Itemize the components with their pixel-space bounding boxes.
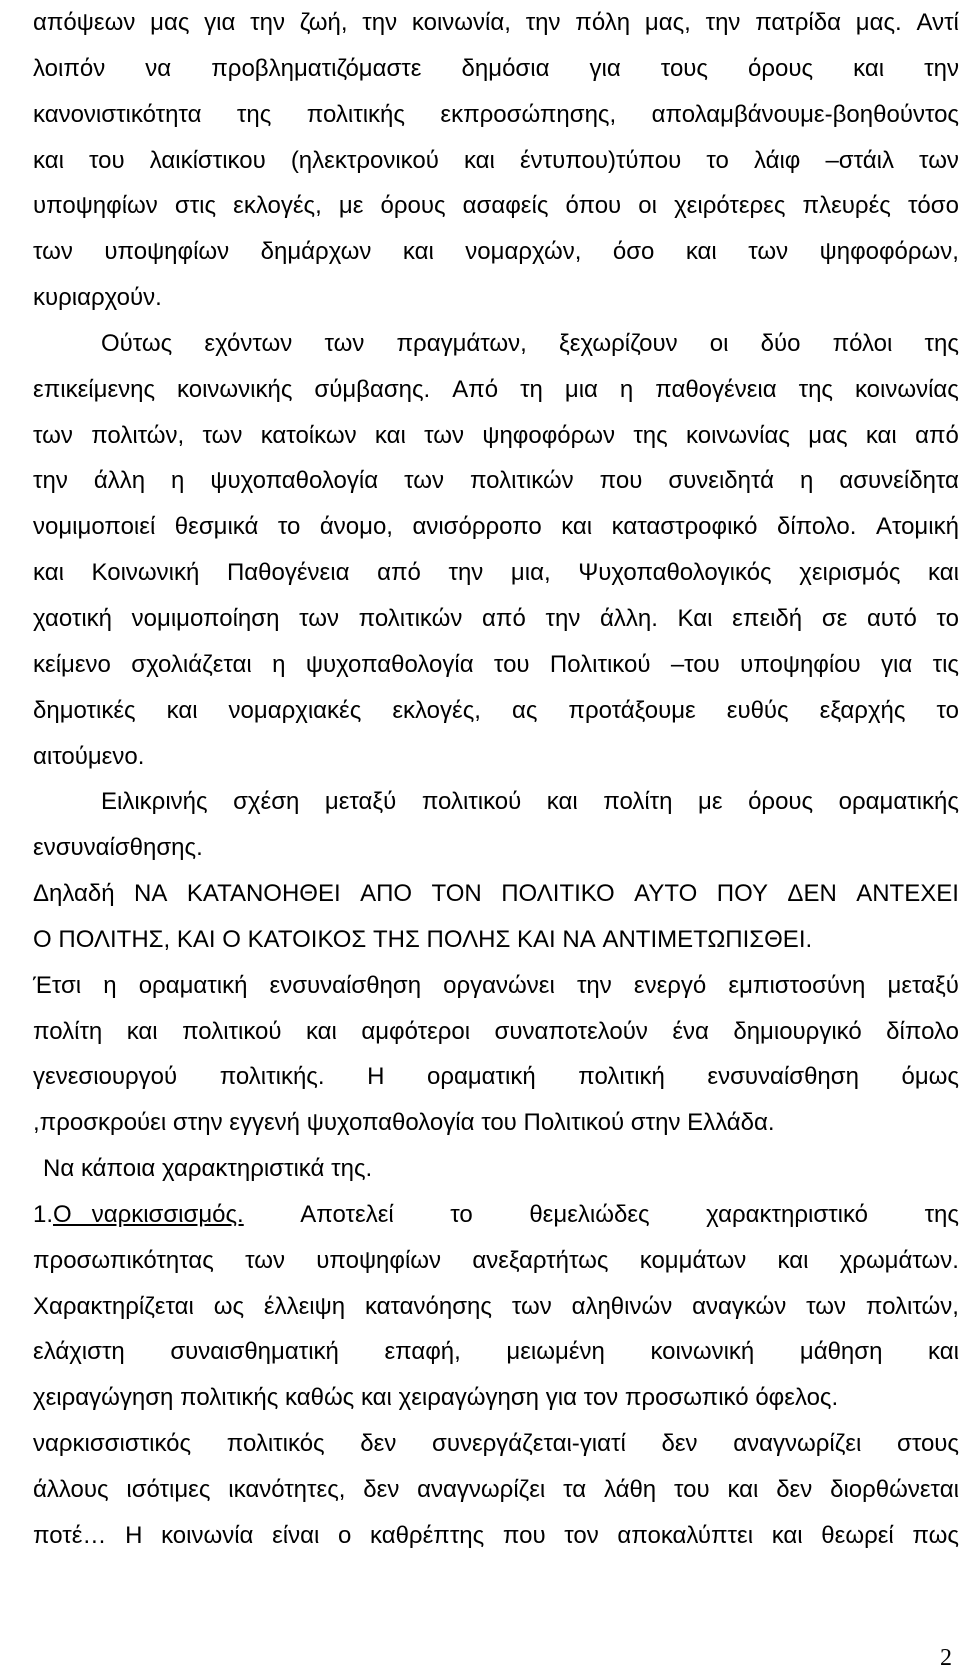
text-line: κυριαρχούν. [33,284,162,312]
text-line: Έτσι η οραματική ενσυναίσθηση οργανώνει την ενεργό εμπιστοσύνη μεταξύ [33,971,959,999]
text-line: κείμενο σχολιάζεται η ψυχοπαθολογία του Πολιτικού –του υποψηφίου για τις [33,650,959,678]
text-line: νομιμοποιεί θεσμικά το άνομο, ανισόρροπο και καταστροφικό δίπολο. Ατομική [33,513,959,541]
text-line: ενσυναίσθησης. [33,834,203,862]
text-line: γενεσιουργού πολιτικής. Η οραματική πολιτική ενσυναίσθηση όμως [33,1063,959,1091]
text-line: Ο ΠΟΛΙΤΗΣ, ΚΑΙ Ο ΚΑΤΟΙΚΟΣ ΤΗΣ ΠΟΛΗΣ ΚΑΙ ΝΑ ΑΝΤΙΜΕΤΩΠΙΣΘΕΙ. [33,925,813,953]
text-line: επικείμενης κοινωνικής σύμβασης. Από τη μια η παθογένεια της κοινωνίας [33,375,959,403]
text-line: Ειλικρινής σχέση μεταξύ πολιτικού και πολίτη με όρους οραματικής [101,788,959,816]
page-number: 2 [940,1645,952,1671]
text-line: των υποψηφίων δημάρχων και νομαρχών, όσο και των ψηφοφόρων, [33,238,959,266]
text-line: λοιπόν να προβληματιζόμαστε δημόσια για τους όρους και την [33,54,959,82]
text-line: Δηλαδή ΝΑ ΚΑΤΑΝΟΗΘΕΙ ΑΠΟ ΤΟΝ ΠΟΛΙΤΙΚΟ ΑΥΤΟ ΠΟΥ ΔΕΝ ΑΝΤΕΧΕΙ [33,880,959,908]
text-line: υποψηφίων στις εκλογές, με όρους ασαφείς όπου οι χειρότερες πλευρές τόσο [33,192,959,220]
text-line: προσωπικότητας των υποψηφίων ανεξαρτήτως κομμάτων και χρωμάτων. [33,1246,959,1274]
body-text [33,0,959,1559]
text-line: απόψεων μας για την ζωή, την κοινωνία, την πόλη μας, την πατρίδα μας. Αντί [33,9,959,36]
text-line: ποτέ… Η κοινωνία είναι ο καθρέπτης που τον αποκαλύπτει και θεωρεί πως [33,1521,959,1549]
text-line: χαοτική νομιμοποίηση των πολιτικών από την άλλη. Και επειδή σε αυτό το [33,604,959,632]
text-line: των πολιτών, των κατοίκων και των ψηφοφόρων της κοινωνίας μας και από [33,421,959,449]
text-line: χειραγώγηση πολιτικής καθώς και χειραγώγηση για τον προσωπικό όφελος. [33,1384,839,1412]
text-line: Χαρακτηρίζεται ως έλλειψη κατανόησης των αληθινών αναγκών των πολιτών, [33,1292,959,1320]
text-line: πολίτη και πολιτικού και αμφότεροι συναποτελούν ένα δημιουργικό δίπολο [33,1017,959,1045]
text-line: και του λαικίστικου (ηλεκτρονικού και έντυπου)τύπου το λάιφ –στάιλ των [33,146,959,174]
text-line: δημοτικές και νομαρχιακές εκλογές, ας προτάξουμε ευθύς εξαρχής το [33,696,959,724]
text-line: αιτούμενο. [33,742,145,770]
text-line: ,προσκρούει στην εγγενή ψυχοπαθολογία του Πολιτικού στην Ελλάδα. [33,1109,775,1137]
text-line: την άλλη η ψυχοπαθολογία των πολιτικών που συνειδητά η ασυνείδητα [33,467,959,495]
underlined-heading: Ο ναρκισσισμός. [53,1200,244,1228]
text-line: Να κάποια χαρακτηριστικά της. [43,1155,373,1183]
text-line: και Κοινωνική Παθογένεια από την μια, Ψυχοπαθολογικός χειρισμός και [33,559,959,587]
text-line: άλλους ισότιμες ικανότητες, δεν αναγνωρίζει τα λάθη του και δεν διορθώνεται [33,1476,959,1503]
text-line: Ούτως εχόντων των πραγμάτων, ξεχωρίζουν οι δύο πόλοι της [101,329,959,357]
text-line: ελάχιστη συναισθηματική επαφή, μειωμένη κοινωνική μάθηση και [33,1338,959,1366]
text-line: κανονιστικότητα της πολιτικής εκπροσώπησης, απολαμβάνουμε-βοηθούντος [33,100,959,128]
text-line: 1.Ο ναρκισσισμός. Αποτελεί το θεμελιώδες χαρακτηριστικό της [33,1200,959,1228]
text-line: ναρκισσιστικός πολιτικός δεν συνεργάζεται-γιατί δεν αναγνωρίζει στους [33,1430,959,1458]
